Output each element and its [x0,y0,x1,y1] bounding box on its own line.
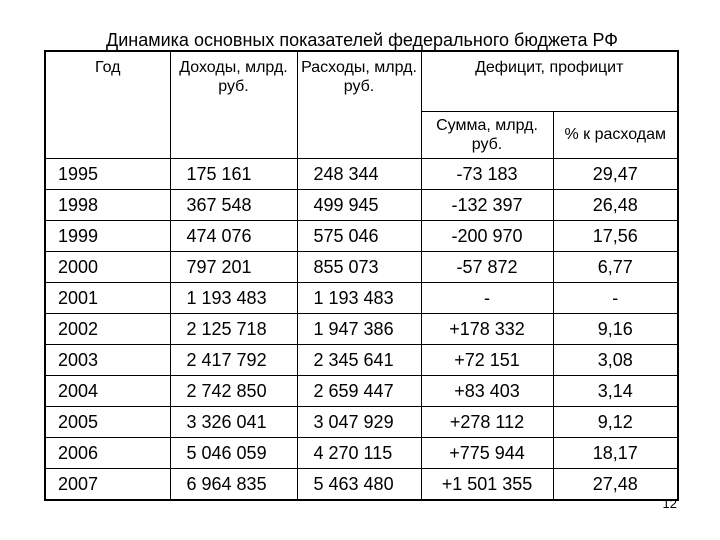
table-row [45,221,678,252]
cell-balance-sum: +178 332 [421,314,553,345]
cell-year: 1999 [45,221,170,252]
header-expenses: Расходы, млрд. руб. [297,51,421,159]
cell-balance-pct: 29,47 [553,159,678,190]
table-row [45,469,678,501]
cell-expenses: 499 945 [297,190,421,221]
cell-balance-sum: -73 183 [421,159,553,190]
cell-income: 474 076 [170,221,297,252]
header-year: Год [45,51,170,159]
table-row [45,159,678,190]
cell-income: 2 742 850 [170,376,297,407]
table-row [45,190,678,221]
cell-income: 797 201 [170,252,297,283]
cell-year: 2003 [45,345,170,376]
cell-balance-sum: -57 872 [421,252,553,283]
cell-income: 5 046 059 [170,438,297,469]
cell-year: 1995 [45,159,170,190]
table-row [45,438,678,469]
cell-income: 3 326 041 [170,407,297,438]
cell-balance-sum: -200 970 [421,221,553,252]
header-balance: Дефицит, профицит [421,51,678,111]
cell-expenses: 1 947 386 [297,314,421,345]
table-row [45,283,678,314]
cell-balance-pct: 6,77 [553,252,678,283]
cell-year: 2007 [45,469,170,501]
cell-income: 1 193 483 [170,283,297,314]
cell-balance-sum: -132 397 [421,190,553,221]
cell-balance-pct: - [553,283,678,314]
cell-year: 2002 [45,314,170,345]
cell-expenses: 2 659 447 [297,376,421,407]
cell-balance-pct: 3,08 [553,345,678,376]
page-title: Динамика основных показателей федерального бюджета РФ [106,30,618,50]
cell-expenses: 3 047 929 [297,407,421,438]
cell-balance-pct: 26,48 [553,190,678,221]
cell-balance-pct: 9,16 [553,314,678,345]
cell-year: 1998 [45,190,170,221]
header-balance-pct: % к расходам [553,111,678,158]
cell-income: 6 964 835 [170,469,297,501]
cell-balance-pct: 18,17 [553,438,678,469]
cell-year: 2000 [45,252,170,283]
cell-expenses: 5 463 480 [297,469,421,501]
table-row [45,252,678,283]
cell-balance-sum: - [421,283,553,314]
cell-expenses: 855 073 [297,252,421,283]
cell-expenses: 1 193 483 [297,283,421,314]
cell-income: 2 417 792 [170,345,297,376]
cell-balance-pct: 3,14 [553,376,678,407]
cell-balance-sum: +83 403 [421,376,553,407]
header-balance-sum: Сумма, млрд. руб. [421,111,553,158]
table-row [45,407,678,438]
cell-year: 2005 [45,407,170,438]
cell-balance-pct: 9,12 [553,407,678,438]
cell-balance-sum: +72 151 [421,345,553,376]
table-row [45,376,678,407]
header-income: Доходы, млрд. руб. [170,51,297,159]
header-row [45,51,678,111]
cell-balance-pct: 17,56 [553,221,678,252]
cell-income: 175 161 [170,159,297,190]
cell-income: 367 548 [170,190,297,221]
cell-expenses: 575 046 [297,221,421,252]
cell-expenses: 2 345 641 [297,345,421,376]
cell-year: 2004 [45,376,170,407]
budget-table [44,50,679,501]
cell-year: 2001 [45,283,170,314]
cell-balance-pct: 27,48 [553,469,678,501]
cell-expenses: 4 270 115 [297,438,421,469]
cell-expenses: 248 344 [297,159,421,190]
cell-income: 2 125 718 [170,314,297,345]
table-row [45,345,678,376]
cell-year: 2006 [45,438,170,469]
table-row [45,314,678,345]
cell-balance-sum: +278 112 [421,407,553,438]
cell-balance-sum: +1 501 355 [421,469,553,501]
cell-balance-sum: +775 944 [421,438,553,469]
page-number: 12 [662,496,677,511]
